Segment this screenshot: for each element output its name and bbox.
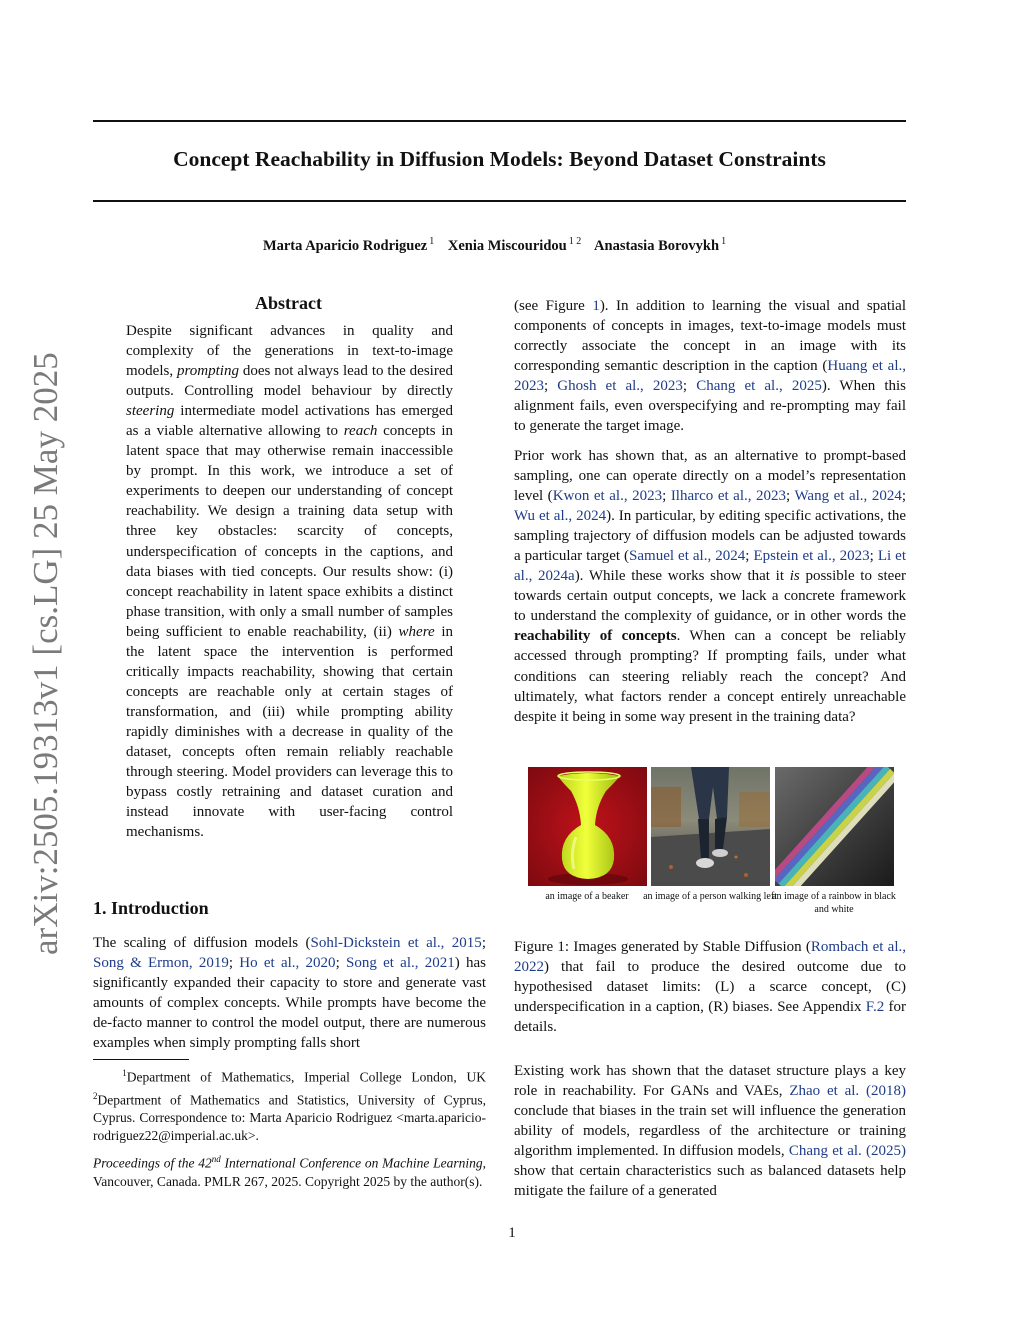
citation-link[interactable]: Chang et al. (2025) xyxy=(788,1143,906,1160)
citation-link[interactable]: Kwon et al., 2023 xyxy=(552,488,663,505)
citation-link[interactable]: Zhao et al. (2018) xyxy=(789,1083,906,1100)
abstract-text: Despite significant advances in quality and complexity of the generations in text-to-image models, prompting does not always lead to the desired outputs. Controlling model behaviour by directly steering intermediate model activations has emerged as a viable alternative allowing to reach concepts in latent space that may otherwise remain inaccessible by prompt. In this work, we introduce a set of experiments to deepen our understanding of concept reachability. We design a training data setup with three key obstacles: scarcity of concepts, underspecification of concepts in the captions, and data biases with tied concepts. Our results show: (i) concept reachability in latent space exhibits a distinct phase transition, with only a small number of samples being sufficient to enable reachability, (ii) where in the latent space the intervention is performed critically impacts reachability, showing that certain concepts are reachable only at certain stages of transformation, and (iii) while prompting ability rapidly diminishes with a decrease in quality of the dataset, concepts often remain reliably reachable through steering. Model providers can leverage this to bypass costly retraining and dataset curation and instead innovate with user-facing control mechanisms. xyxy=(126,323,453,841)
author-affiliation: 1 xyxy=(429,236,435,247)
citation-link[interactable]: Wu et al., 2024 xyxy=(514,508,607,525)
figure-image-beaker xyxy=(528,767,647,886)
right-paragraph-2: Prior work has shown that, as an alternative to prompt-based sampling, one can operate directly on a model’s representation level (Kwon et al., 2023; Ilharco et al., 2023; Wang et al., 2024; Wu et al., 2024). In particular, by editing specific activations, the sampling trajectory of diffusion models can be adjusted towards a particular target (Samuel et al., 2024; Epstein et al., 2023; Li et al., 2024a). While these works show that it is possible to steer towards certain output concepts, we lack a concrete framework to understand the complexity of guidance, or in other words the reachability of concepts. When can a concept be reliably accessed through prompting? If prompting fails, under what conditions can steering reliably reach the concept? And ultimately, what factors render a concept entirely unreachable despite it being in some way present in the training data? xyxy=(514,448,906,725)
top-rule xyxy=(93,120,906,122)
citation-link[interactable]: Chang et al., 2025 xyxy=(696,378,822,395)
arxiv-stamp: arXiv:2505.19313v1 [cs.LG] 25 May 2025 xyxy=(26,352,65,955)
figure-image-caption: an image of a person walking left xyxy=(643,891,777,902)
proceedings-footnote: Proceedings of the 42nd International Conference on Machine Learning, Vancouver, Canada. PMLR 267, 2025. Copyright 2025 by the author(s). xyxy=(93,1154,486,1189)
appendix-link[interactable]: F.2 xyxy=(865,999,885,1016)
author-name: Marta Aparicio Rodriguez xyxy=(262,237,428,254)
footnote-rule xyxy=(93,1059,189,1060)
figure-image-person-walking xyxy=(651,767,770,886)
citation-link[interactable]: Song et al., 2021 xyxy=(346,955,455,972)
citation-link[interactable]: Ghosh et al., 2023 xyxy=(557,378,683,395)
author-list xyxy=(93,236,906,255)
citation-link[interactable]: Song & Ermon, 2019 xyxy=(93,955,229,972)
introduction-heading: 1. Introduction xyxy=(93,898,209,918)
right-paragraph-3: Existing work has shown that the dataset structure plays a key role in reachability. For GANs and VAEs, Zhao et al. (2018) conclude that biases in the train set will influence the generation ability of models, regardless of the architecture or training algorithm implemented. In diffusion models, Chang et al. (2025) show that certain characteristics such as balanced datasets help mitigate the failure of a generated xyxy=(514,1063,906,1200)
title-rule xyxy=(93,200,906,202)
introduction-text: The scaling of diffusion models (Sohl-Dickstein et al., 2015; Song & Ermon, 2019; Ho et al., 2020; Song et al., 2021) has significantly expanded their capacity to store and generate vast amounts of complex concepts. While prompts have become the de-facto manner to control the model output, there are numerous examples when simply prompting falls short xyxy=(93,935,487,1052)
author-affiliation: 1 xyxy=(721,236,727,247)
citation-link[interactable]: Sohl-Dickstein et al., 2015 xyxy=(310,935,482,951)
author-name: Xenia Miscouridou xyxy=(447,237,567,254)
citation-link[interactable]: Rombach et al., 2022 xyxy=(514,939,907,976)
right-paragraph-1: (see Figure 1). In addition to learning the visual and spatial components of concepts in images, text-to-image models must correctly associate the concept in an image with its corresponding semantic description in the caption (Huang et al., 2023; Ghosh et al., 2023; Chang et al., 2025). When this alignment fails, even overspecifying and re-prompting may fail to generate the target image. xyxy=(514,298,906,435)
citation-link[interactable]: Samuel et al., 2024 xyxy=(629,548,746,565)
figure-image-caption: an image of a rainbow in black and white xyxy=(772,891,896,915)
paper-title: Concept Reachability in Diffusion Models: Beyond Dataset Constraints xyxy=(173,147,826,171)
citation-link[interactable]: Ho et al., 2020 xyxy=(239,955,336,972)
affiliation-footnote: $^1$Department of Mathematics, Imperial College London, UK $^2$Department of Mathematics and Statistics, University of Cyprus, Cyprus. Correspondence to: Marta Aparicio Rodriguez <marta.aparicio-rodriguez22@imperial.ac.uk>. xyxy=(93,1068,486,1143)
abstract-heading: Abstract xyxy=(255,293,322,313)
author-affiliation: 1 2 xyxy=(568,236,582,247)
citation-link[interactable]: Li et al., 2024a xyxy=(514,548,906,585)
figure-caption: Figure 1: Images generated by Stable Diffusion (Rombach et al., 2022) that fail to produce the desired outcome due to hypothesised dataset limits: (L) a scarce concept, (C) underspecification in a caption, (R) biases. See Appendix F.2 for details. xyxy=(514,939,907,1036)
figure-image-caption: an image of a beaker xyxy=(545,891,629,902)
author-name: Anastasia Borovykh xyxy=(594,237,720,254)
figure-image-rainbow xyxy=(775,767,894,886)
citation-link[interactable]: Ilharco et al., 2023 xyxy=(670,488,787,505)
citation-link[interactable]: Huang et al., 2023 xyxy=(514,358,906,395)
figure-link[interactable]: 1 xyxy=(592,298,600,314)
citation-link[interactable]: Epstein et al., 2023 xyxy=(753,548,870,565)
page-number: 1 xyxy=(508,1225,516,1241)
citation-link[interactable]: Wang et al., 2024 xyxy=(794,488,902,505)
